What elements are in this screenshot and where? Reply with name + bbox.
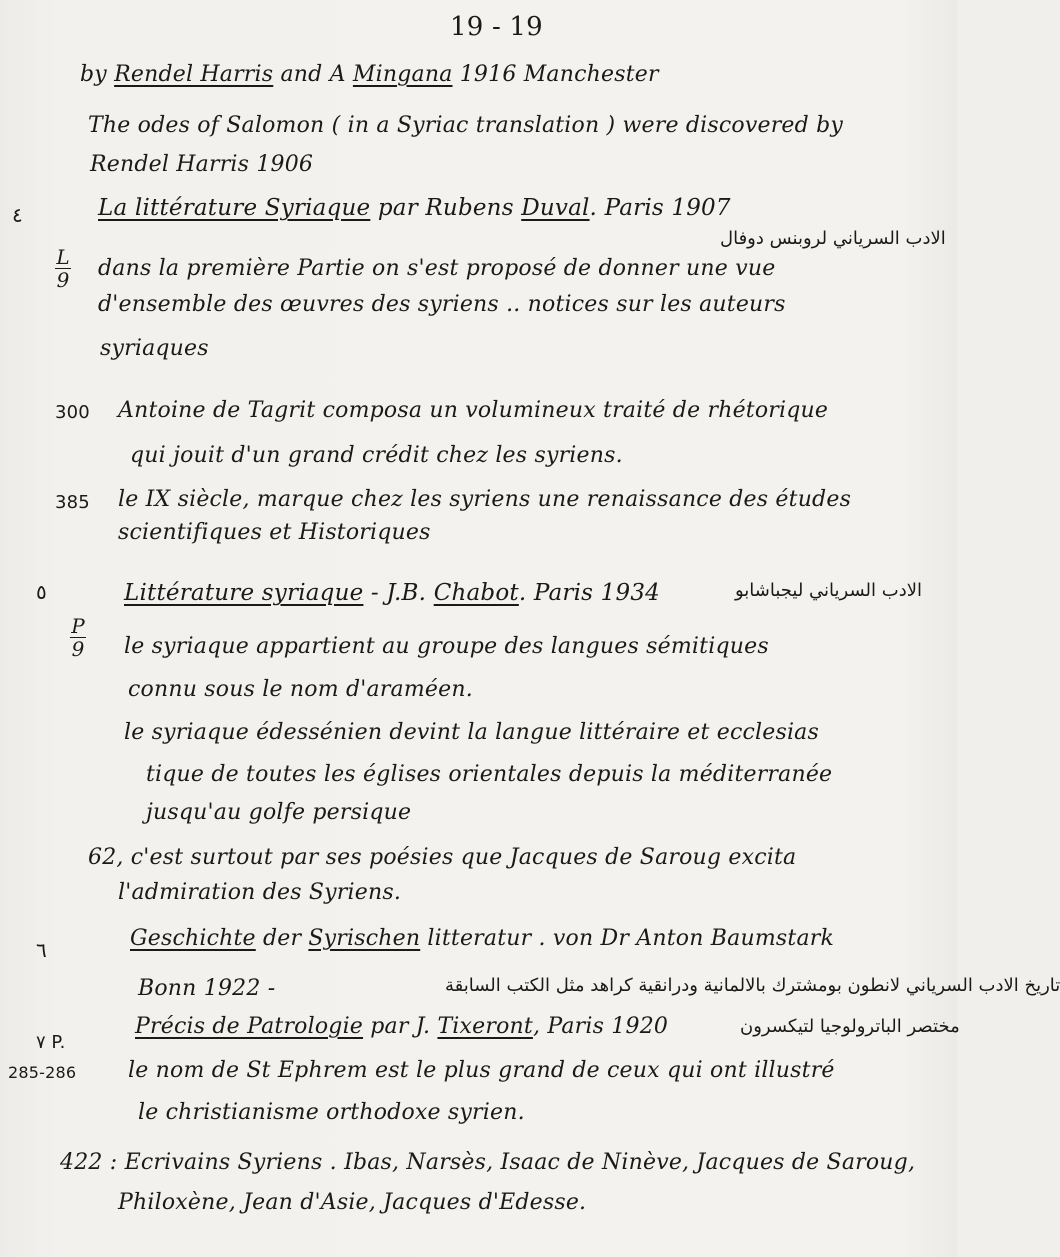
arabic-title: تاريخ الادب السرياني لانطون بومشترك بالالمانية ودرانقية كراهد مثل الكتب السابقة [445, 975, 1060, 996]
note-line: Antoine de Tagrit composa un volumineux traité de rhétorique [118, 398, 829, 423]
note-line: le syriaque édessénien devint la langue littéraire et ecclesias [124, 720, 819, 745]
note-line: d'ensemble des œuvres des syriens .. notices sur les auteurs [98, 292, 786, 317]
arabic-title: الادب السرياني ليجباشابو [735, 580, 922, 601]
note-line: Rendel Harris 1906 [90, 152, 314, 177]
margin-note: 285-286 [8, 1063, 77, 1082]
note-line: Geschichte der Syrischen litteratur . von Dr Anton Baumstark [130, 926, 835, 951]
margin-note: ٤ [12, 203, 23, 227]
note-line: le christianisme orthodoxe syrien. [138, 1100, 525, 1125]
note-line: connu sous le nom d'araméen. [128, 677, 473, 702]
note-line: Littérature syriaque - J.B. Chabot. Paris 1934 [124, 580, 661, 606]
note-line: syriaques [100, 336, 209, 361]
margin-note: ٧ P. [36, 1032, 66, 1053]
page-number: 19 - 19 [450, 12, 543, 42]
note-line: le syriaque appartient au groupe des langues sémitiques [124, 634, 769, 659]
note-line: The odes of Salomon ( in a Syriac translation ) were discovered by [88, 113, 844, 138]
arabic-title: مختصر الباترولوجيا لتيكسرون [740, 1016, 960, 1037]
note-line: Précis de Patrologie par J. Tixeront, Paris 1920 [135, 1014, 669, 1039]
note-line: l'admiration des Syriens. [118, 880, 402, 905]
margin-note: 385 [55, 492, 90, 513]
margin-note-fraction: L 9 [56, 245, 70, 292]
note-line: 62, c'est surtout par ses poésies que Jacques de Saroug excita [88, 845, 797, 870]
note-line: jusqu'au golfe persique [146, 800, 412, 825]
note-line: le IX siècle, marque chez les syriens une renaissance des études [118, 487, 852, 512]
note-line: qui jouit d'un grand crédit chez les syriens. [130, 443, 623, 468]
note-line: scientifiques et Historiques [118, 520, 431, 545]
arabic-title: الادب السرياني لروبنس دوفال [720, 228, 946, 249]
note-line: Philoxène, Jean d'Asie, Jacques d'Edesse. [118, 1190, 587, 1215]
note-line: tique de toutes les églises orientales depuis la méditerranée [146, 762, 833, 787]
note-line: le nom de St Ephrem est le plus grand de ceux qui ont illustré [128, 1058, 835, 1083]
note-line: Bonn 1922 - [138, 976, 276, 1001]
note-line: by Rendel Harris and A Mingana 1916 Manchester [80, 62, 659, 87]
margin-note-fraction: P 9 [71, 614, 85, 661]
margin-note: ٦ [36, 938, 47, 962]
margin-note: ٥ [36, 580, 47, 604]
note-line: La littérature Syriaque par Rubens Duval. Paris 1907 [98, 195, 731, 221]
margin-note: 300 [55, 402, 90, 423]
note-line: dans la première Partie on s'est proposé de donner une vue [98, 256, 776, 281]
note-line: 422 : Ecrivains Syriens . Ibas, Narsès, Isaac de Ninève, Jacques de Saroug, [60, 1150, 916, 1175]
